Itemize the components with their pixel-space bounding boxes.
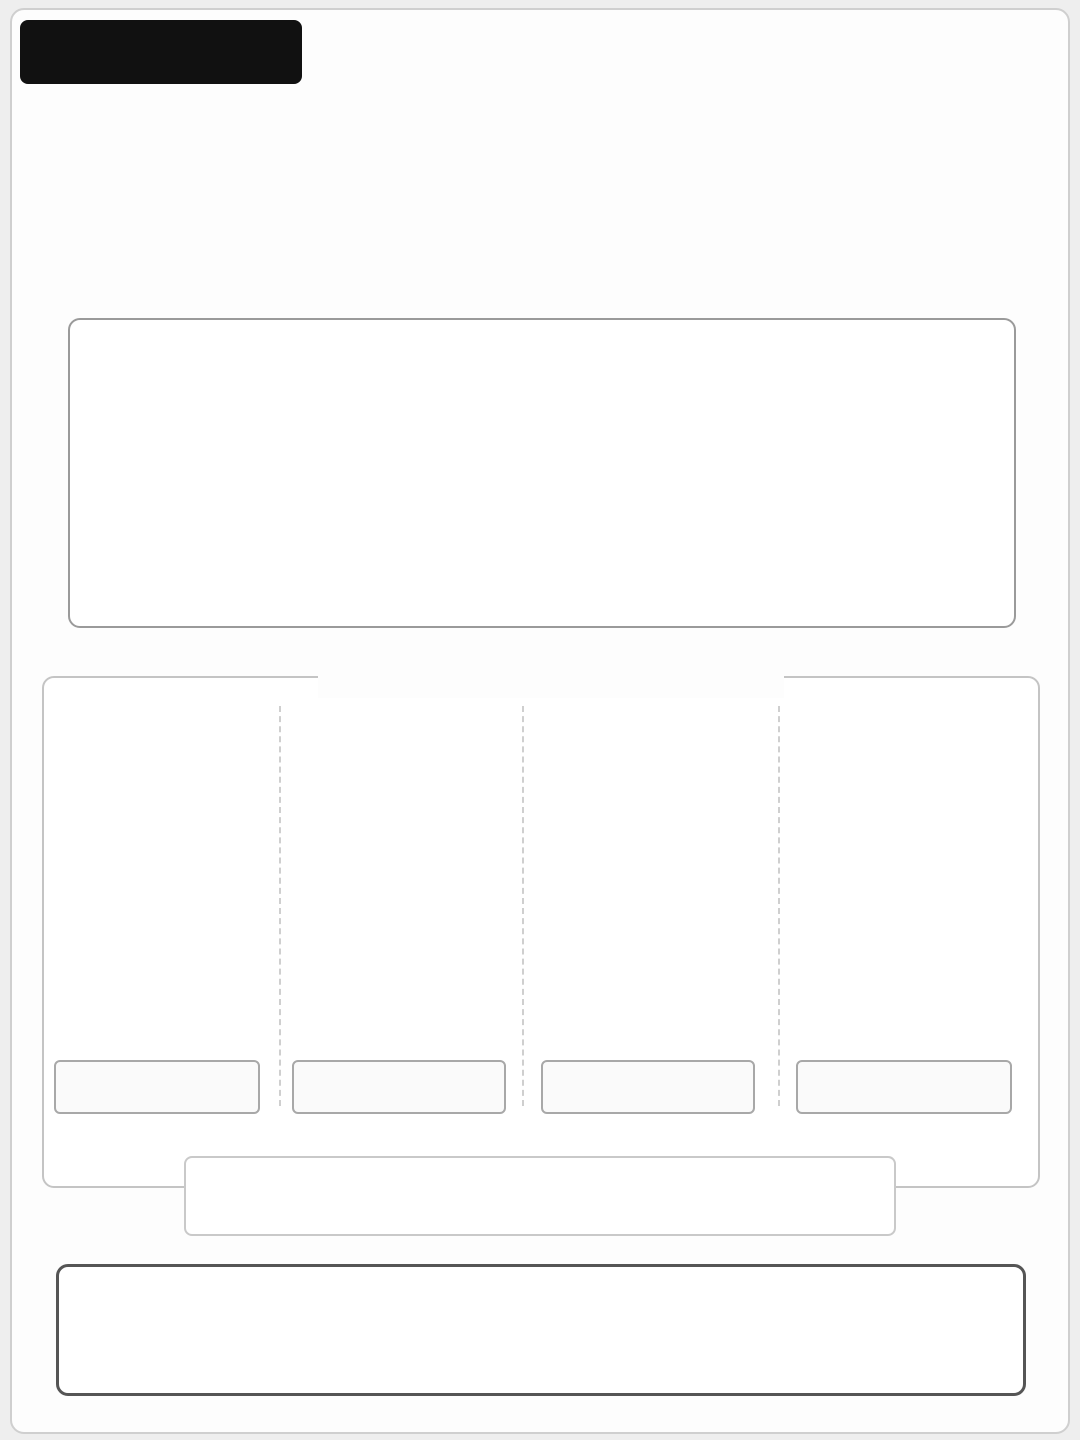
- column-divider: [778, 706, 780, 1106]
- use-case-x4: [292, 1060, 506, 1114]
- scalable-links-title: [318, 654, 784, 698]
- conclusion-panel: [56, 1264, 1026, 1396]
- use-case-x16: [796, 1060, 1012, 1114]
- formula-panel: [184, 1156, 896, 1236]
- use-case-x1: [54, 1060, 260, 1114]
- column-divider: [279, 706, 281, 1106]
- use-case-x8: [541, 1060, 755, 1114]
- column-divider: [522, 706, 524, 1106]
